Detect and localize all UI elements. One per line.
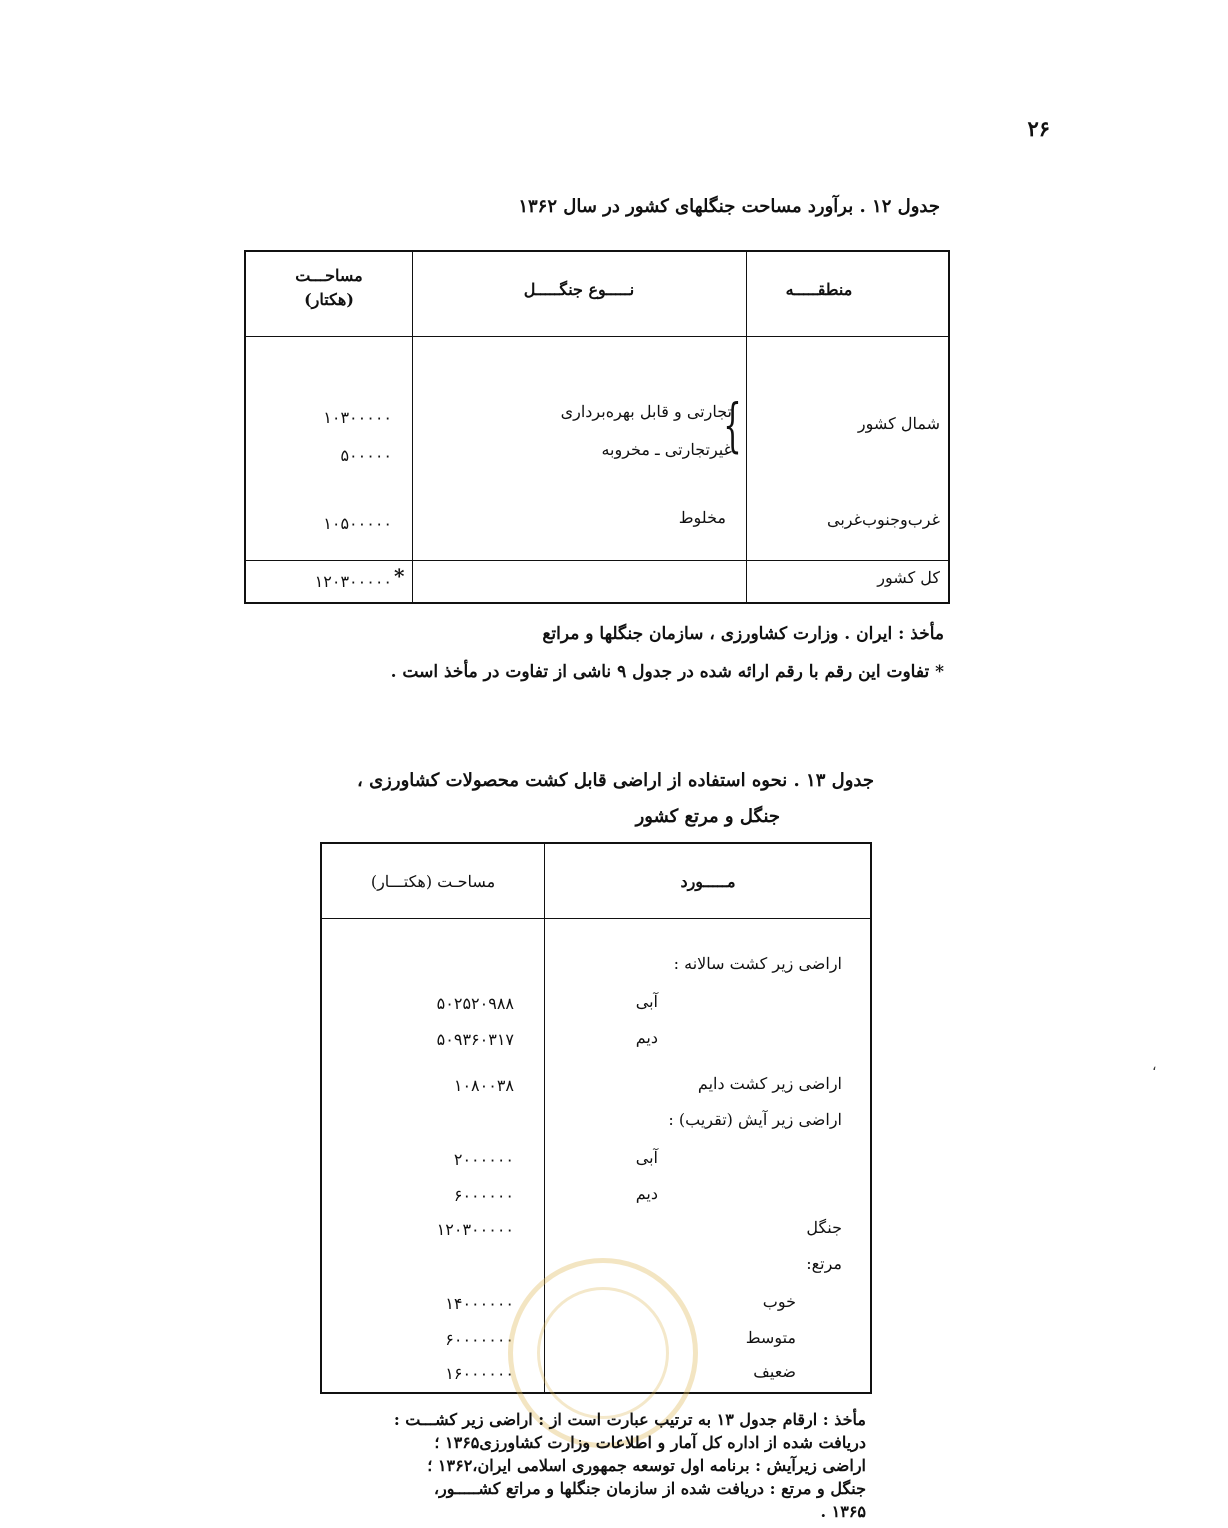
header-item: مـــــورد — [680, 872, 736, 891]
value-annual-dryland: ۵۰۹۳۶۰۳۱۷ — [436, 1030, 514, 1049]
table13-caption-line2: جنگل و مرتع کشور — [635, 806, 780, 827]
value-fallow-irrigated: ۲۰۰۰۰۰۰ — [453, 1150, 514, 1169]
margin-mark: ، — [1152, 1058, 1157, 1074]
row-range-medium: متوسط — [745, 1328, 796, 1347]
table12-caption: جدول ۱۲ . برآورد مساحت جنگلهای کشور در سال ۱۳۶۲ — [518, 196, 940, 217]
row-fallow-heading: اراضی زیر آیش (تقریب) : — [668, 1110, 842, 1129]
value-permanent-crop: ۱۰۸۰۰۳۸ — [453, 1076, 514, 1095]
note-text: تفاوت این رقم با رقم ارائه شده در جدول ۹ ناشی از تفاوت در مأخذ است . — [390, 662, 930, 682]
source-line: دریافت شده از اداره کل آمار و اطلاعات وزارت کشاورزی۱۳۶۵ ؛ — [434, 1433, 866, 1452]
header-region: منطقـــــه — [785, 280, 853, 299]
row-permanent-crop: اراضی زیر کشت دایم — [697, 1074, 842, 1093]
row-annual-dryland: دیم — [635, 1028, 658, 1047]
row-fallow-irrigated: آبی — [635, 1148, 658, 1167]
total-area: ۱۲۰۳۰۰۰۰۰ — [314, 572, 392, 591]
value-range-medium: ۶۰۰۰۰۰۰۰ — [445, 1330, 514, 1349]
forest-noncommercial: غیرتجارتی ـ مخروبه — [601, 440, 732, 459]
table12 — [244, 250, 950, 604]
row-range-poor: ضعیف — [753, 1362, 796, 1381]
area-commercial: ۱۰۳۰۰۰۰۰ — [323, 408, 392, 427]
value-annual-irrigated: ۵۰۲۵۲۰۹۸۸ — [436, 994, 514, 1013]
header-forest-type: نـــــوع جنگـــــل — [523, 280, 635, 299]
total-asterisk: * — [394, 564, 405, 588]
forest-commercial: تجارتی و قابل بهره‌برداری — [560, 402, 732, 421]
total-label: کل کشور — [877, 568, 940, 587]
brace-icon: { — [723, 391, 742, 459]
source-line: مأخذ : ارقام جدول ۱۳ به ترتیب عبارت است از : اراضی زیر کشـــت : — [393, 1410, 866, 1429]
header-area: مساحـت (هکتـــار) — [370, 872, 496, 891]
value-forest: ۱۲۰۳۰۰۰۰۰ — [436, 1220, 514, 1239]
source-line: ۱۳۶۵ . — [820, 1502, 866, 1521]
row-forest: جنگل — [806, 1218, 842, 1237]
row-annual-irrigated: آبی — [635, 992, 658, 1011]
row-annual-crop-heading: اراضی زیر کشت سالانه : — [673, 954, 842, 973]
table13-caption-line1: جدول ۱۳ . نحوه استفاده از اراضی قابل کشت محصولات کشاورزی ، — [357, 770, 874, 791]
row-rangeland-heading: مرتع: — [806, 1254, 842, 1273]
table12-source: مأخذ : ایران . وزارت کشاورزی ، سازمان جنگلها و مراتع — [542, 624, 944, 644]
region-west: غرب‌وجنوب‌غربی — [826, 510, 940, 529]
value-fallow-dryland: ۶۰۰۰۰۰۰ — [453, 1186, 514, 1205]
header-area-line2: (هکتار) — [304, 290, 354, 309]
area-noncommercial: ۵۰۰۰۰۰ — [340, 446, 392, 465]
area-west: ۱۰۵۰۰۰۰۰ — [323, 514, 392, 533]
region-north: شمال کشور — [857, 414, 940, 433]
forest-mixed: مخلوط — [678, 508, 726, 527]
header-area-line1: مساحـــت — [295, 266, 363, 285]
table13-source — [300, 1408, 866, 1523]
note-asterisk: * — [935, 662, 944, 682]
row-fallow-dryland: دیم — [635, 1184, 658, 1203]
source-line: جنگل و مرتع : دریافت شده از سازمان جنگلها و مراتع کشـــــور، — [433, 1479, 866, 1498]
value-range-poor: ۱۶۰۰۰۰۰۰ — [445, 1364, 514, 1383]
page-number: ۲۶ — [1027, 116, 1050, 141]
table12-note — [300, 662, 944, 682]
row-range-good: خوب — [762, 1292, 796, 1311]
source-line: اراضی زیرآیش : برنامه اول توسعه جمهوری اسلامی ایران،۱۳۶۲ ؛ — [427, 1456, 866, 1475]
value-range-good: ۱۴۰۰۰۰۰۰ — [445, 1294, 514, 1313]
